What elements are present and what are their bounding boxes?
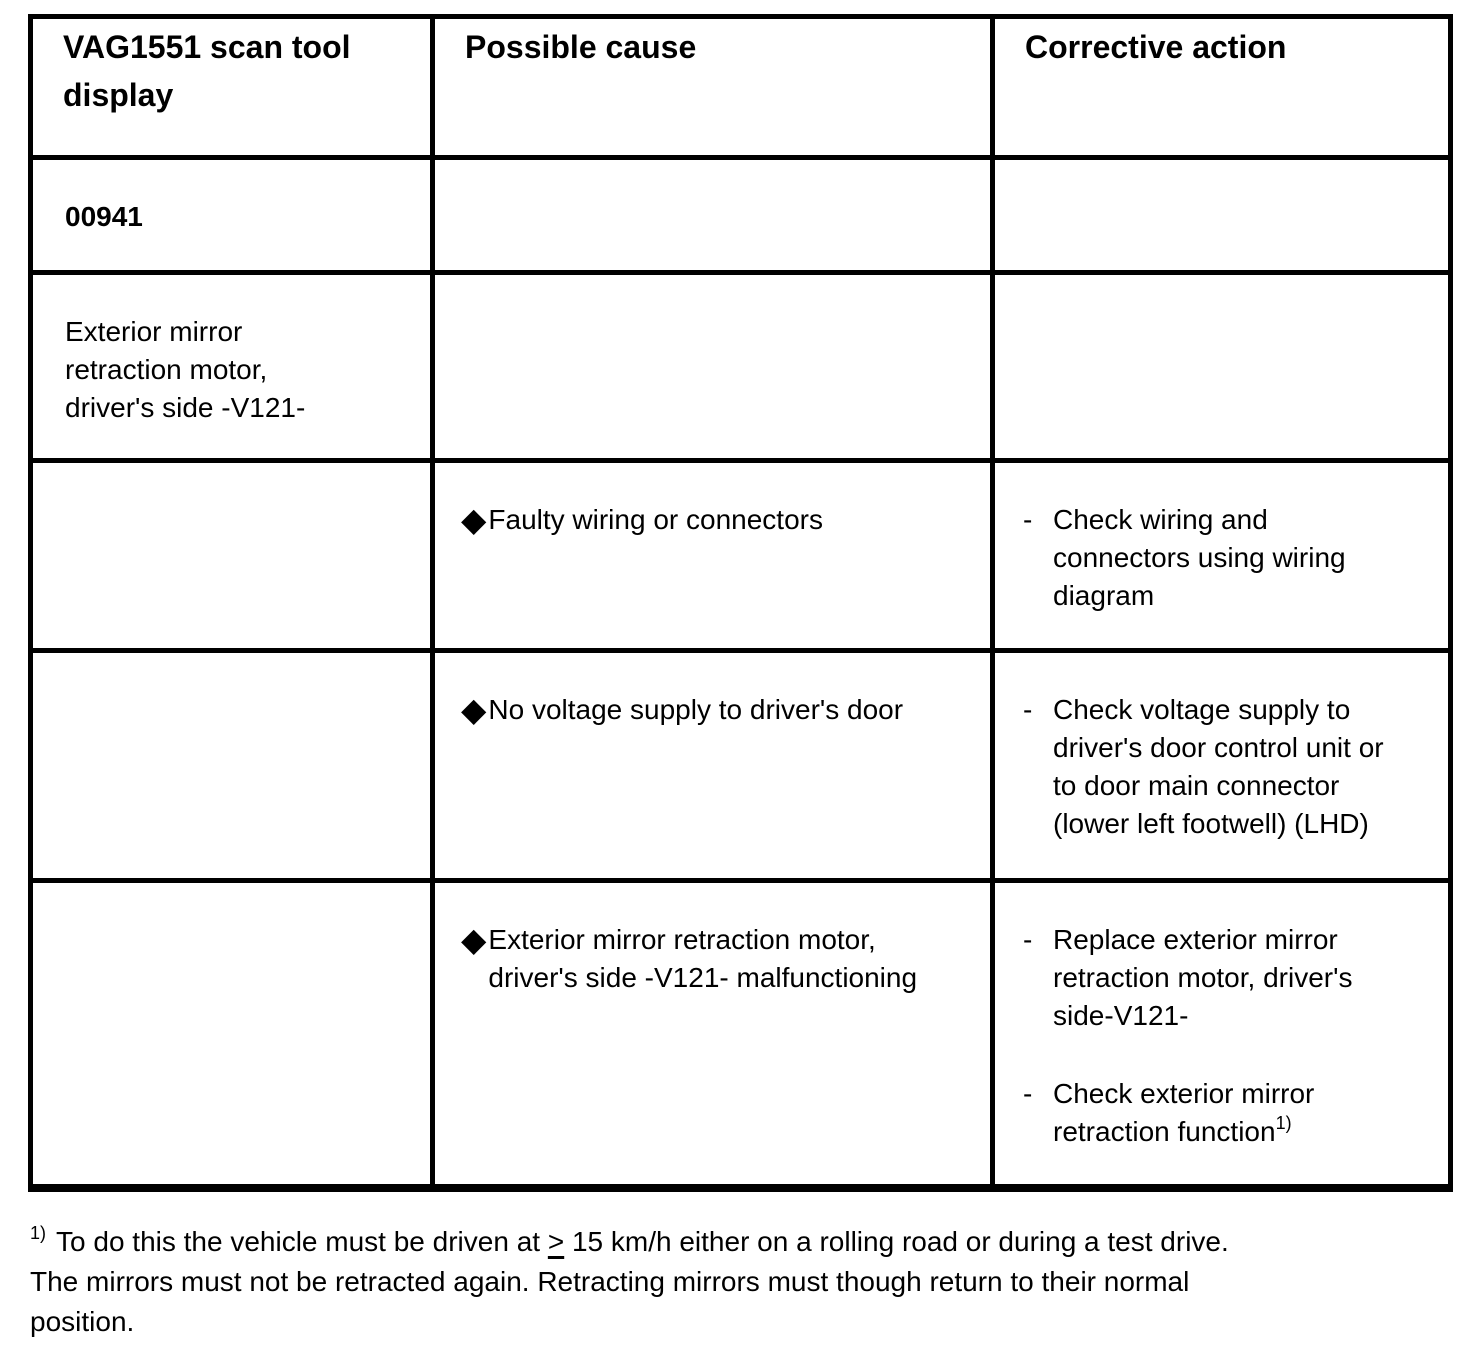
fault-description-line: Exterior mirror (65, 316, 243, 347)
footnote-line-1 (30, 1222, 1450, 1262)
action-line: driver's door control unit or (1053, 732, 1384, 763)
cause-row-voltage (31, 651, 1451, 881)
dash-bullet: - (1023, 1078, 1033, 1109)
fault-description-line: retraction motor, (65, 354, 268, 385)
empty-cell (31, 881, 433, 1188)
cause-line: Faulty wiring or connectors (488, 504, 823, 535)
header-possible-cause-label: Possible cause (465, 29, 697, 65)
cause-cell-wiring (433, 461, 993, 651)
dash-bullet: - (1023, 924, 1033, 955)
cause-text (488, 921, 917, 997)
diamond-bullet-icon: ◆ (461, 921, 487, 958)
footnote-line-2: The mirrors must not be retracted again. Retracting mirrors must though return to their normal (30, 1266, 1190, 1297)
header-scan-tool-display (31, 17, 433, 158)
empty-cell (993, 158, 1451, 273)
dash-bullet: - (1023, 504, 1033, 535)
action-cell-voltage (993, 651, 1451, 881)
cause-item (461, 691, 972, 729)
cause-row-wiring (31, 461, 1451, 651)
diamond-bullet-icon: ◆ (461, 691, 487, 728)
action-item (1023, 501, 1428, 615)
fault-description-cell (31, 273, 433, 461)
header-corrective-action (993, 17, 1451, 158)
empty-cell (31, 461, 433, 651)
action-line: to door main connector (1053, 770, 1340, 801)
action-line: diagram (1053, 580, 1155, 611)
cause-item (461, 921, 972, 997)
action-line: Check voltage supply to (1053, 694, 1351, 725)
footnote-text: To do this the vehicle must be driven at (56, 1226, 548, 1257)
fault-code-table (28, 14, 1453, 1192)
empty-cell (433, 158, 993, 273)
action-line: Replace exterior mirror (1053, 924, 1338, 955)
header-scan-tool-display-label: VAG1551 scan tool display (63, 29, 351, 113)
action-line: connectors using wiring (1053, 542, 1346, 573)
footnote-text: 15 km/h either on a rolling road or during a test drive. (564, 1226, 1229, 1257)
cause-item (461, 501, 972, 539)
action-item (1023, 1075, 1428, 1151)
action-text (1053, 501, 1346, 615)
cause-text (488, 691, 903, 729)
fault-description-row (31, 273, 1451, 461)
empty-cell (993, 273, 1451, 461)
action-text (1053, 921, 1352, 1035)
fault-code-row (31, 158, 1451, 273)
action-cell-wiring (993, 461, 1451, 651)
action-item (1023, 921, 1428, 1035)
table-header-row (31, 17, 1451, 158)
action-line: (lower left footwell) (LHD) (1053, 808, 1369, 839)
cause-line: No voltage supply to driver's door (488, 694, 904, 725)
cause-line: driver's side -V121- malfunctioning (488, 962, 918, 993)
footnote (30, 1222, 1450, 1342)
cause-row-motor (31, 881, 1451, 1188)
fault-description-line: driver's side -V121- (65, 392, 306, 423)
dash-bullet: - (1023, 694, 1033, 725)
diamond-bullet-icon: ◆ (461, 501, 487, 538)
cause-text (488, 501, 823, 539)
action-line: side-V121- (1053, 1000, 1189, 1031)
footnote-line-3: position. (30, 1306, 135, 1337)
action-item (1023, 691, 1428, 843)
cause-cell-voltage (433, 651, 993, 881)
fault-code-value: 00941 (65, 201, 143, 232)
action-line: retraction motor, driver's (1053, 962, 1353, 993)
action-cell-motor (993, 881, 1451, 1188)
action-text (1053, 1075, 1314, 1151)
footnote-marker: 1) (30, 1223, 47, 1243)
action-line: Check exterior mirror (1053, 1078, 1315, 1109)
action-text (1053, 691, 1384, 843)
header-possible-cause (433, 17, 993, 158)
header-corrective-action-label: Corrective action (1025, 29, 1287, 65)
action-line: Check wiring and (1053, 504, 1268, 535)
greater-equal-symbol: > (547, 1226, 565, 1257)
empty-cell (31, 651, 433, 881)
empty-cell (433, 273, 993, 461)
cause-cell-motor (433, 881, 993, 1188)
fault-code-cell (31, 158, 433, 273)
action-line (1053, 1113, 1314, 1151)
footnote-reference: 1) (1275, 1113, 1292, 1133)
action-line-text: retraction function (1053, 1116, 1276, 1147)
cause-line: Exterior mirror retraction motor, (488, 924, 876, 955)
